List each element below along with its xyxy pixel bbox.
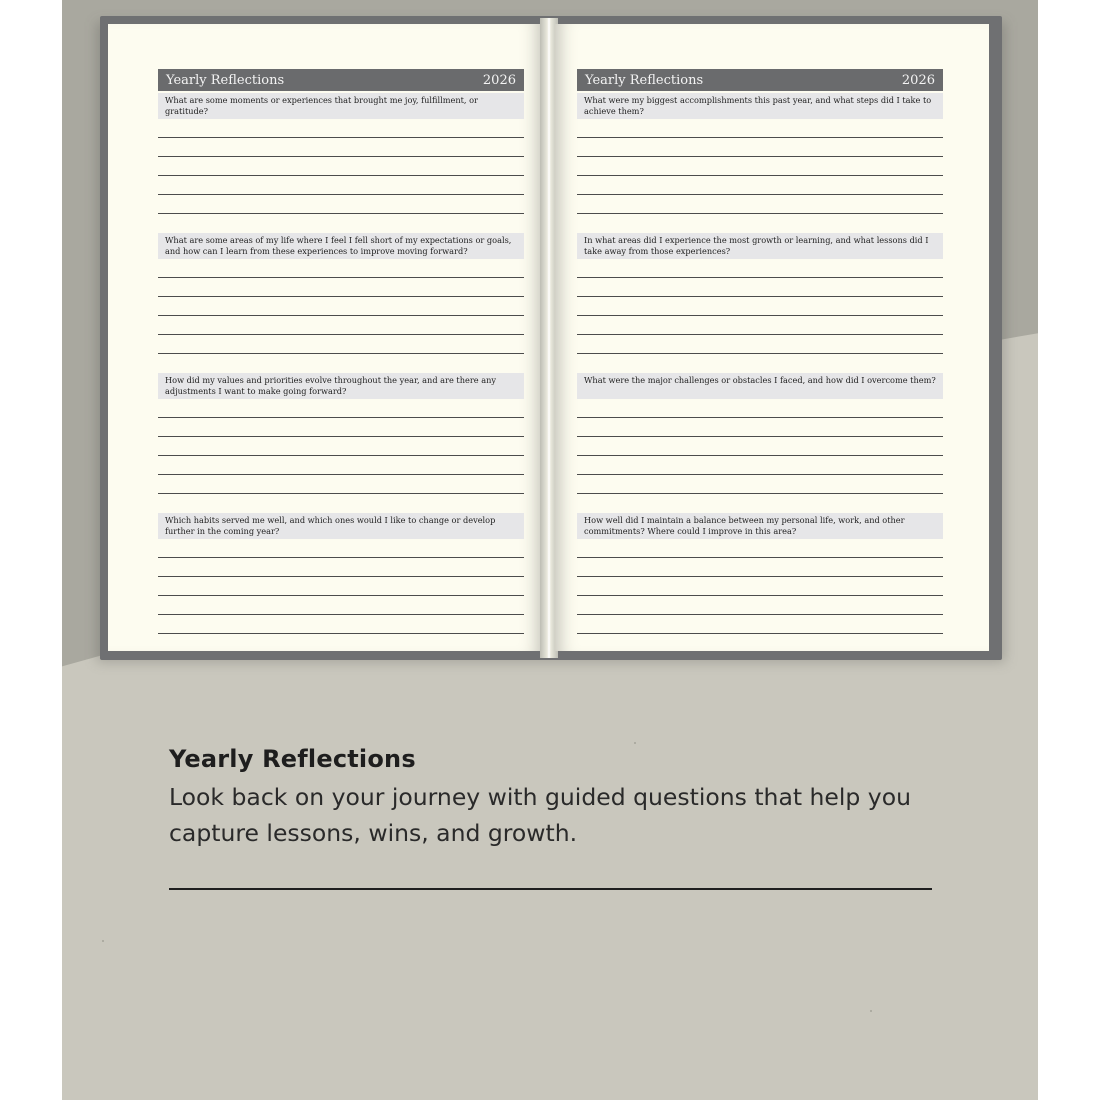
writing-line [577, 595, 943, 596]
paper-speck [870, 1010, 872, 1012]
question-block [158, 93, 524, 215]
question-block [158, 513, 524, 635]
writing-line [577, 213, 943, 214]
left-header-year: 2026 [482, 72, 516, 88]
writing-line [158, 213, 524, 214]
writing-line [158, 455, 524, 456]
writing-line [158, 417, 524, 418]
right-header-year: 2026 [901, 72, 935, 88]
question-block [158, 373, 524, 495]
question-prompt: How did my values and priorities evolve throughout the year, and are there any adjustments I want to make going forward? [158, 373, 524, 399]
writing-line [158, 334, 524, 335]
question-block [577, 233, 943, 355]
caption-divider [169, 888, 932, 890]
writing-line [158, 474, 524, 475]
writing-line [158, 436, 524, 437]
writing-line [577, 315, 943, 316]
writing-line [158, 315, 524, 316]
question-prompt: What are some areas of my life where I feel I fell short of my expectations or goals, and how can I learn from these experiences to improve moving forward? [158, 233, 524, 259]
question-block [158, 233, 524, 355]
writing-line [158, 576, 524, 577]
writing-line [577, 353, 943, 354]
left-page-content [158, 69, 524, 635]
writing-line [158, 175, 524, 176]
writing-line [577, 493, 943, 494]
paper-speck [102, 940, 104, 942]
product-caption [169, 745, 949, 851]
writing-lines[interactable] [158, 119, 524, 215]
writing-line [577, 137, 943, 138]
caption-text: Look back on your journey with guided questions that help you capture lessons, wins, and growth. [169, 783, 911, 847]
writing-line [577, 296, 943, 297]
question-prompt: What were my biggest accomplishments this past year, and what steps did I take to achieve them? [577, 93, 943, 119]
question-block [577, 513, 943, 635]
question-prompt: What were the major challenges or obstacles I faced, and how did I overcome them? [577, 373, 943, 399]
writing-line [577, 194, 943, 195]
writing-line [577, 156, 943, 157]
writing-line [158, 296, 524, 297]
writing-line [158, 137, 524, 138]
question-prompt: In what areas did I experience the most growth or learning, and what lessons did I take away from those experiences? [577, 233, 943, 259]
writing-line [158, 595, 524, 596]
writing-lines[interactable] [158, 539, 524, 635]
caption-title: Yearly Reflections [169, 745, 416, 773]
writing-line [577, 417, 943, 418]
writing-line [577, 474, 943, 475]
right-page [555, 24, 989, 651]
writing-lines[interactable] [158, 399, 524, 495]
left-page [108, 24, 542, 651]
writing-line [577, 557, 943, 558]
writing-line [577, 277, 943, 278]
paper-speck [634, 742, 636, 744]
writing-line [577, 175, 943, 176]
writing-lines[interactable] [577, 259, 943, 355]
left-header-title: Yearly Reflections [166, 72, 285, 88]
writing-line [577, 436, 943, 437]
right-header-bar [577, 69, 943, 91]
question-prompt: Which habits served me well, and which ones would I like to change or develop further in the coming year? [158, 513, 524, 539]
writing-line [158, 194, 524, 195]
writing-line [158, 633, 524, 634]
question-block [577, 93, 943, 215]
writing-lines[interactable] [577, 119, 943, 215]
writing-lines[interactable] [577, 399, 943, 495]
writing-line [158, 277, 524, 278]
writing-line [158, 156, 524, 157]
writing-line [577, 614, 943, 615]
writing-line [158, 614, 524, 615]
question-prompt: How well did I maintain a balance between my personal life, work, and other commitments? Where could I improve in this area? [577, 513, 943, 539]
writing-lines[interactable] [158, 259, 524, 355]
writing-line [577, 633, 943, 634]
right-header-title: Yearly Reflections [585, 72, 704, 88]
writing-line [577, 334, 943, 335]
writing-line [577, 455, 943, 456]
writing-lines[interactable] [577, 539, 943, 635]
question-block [577, 373, 943, 495]
writing-line [158, 493, 524, 494]
left-header-bar [158, 69, 524, 91]
question-prompt: What are some moments or experiences that brought me joy, fulfillment, or gratitude? [158, 93, 524, 119]
writing-line [158, 557, 524, 558]
writing-line [158, 353, 524, 354]
right-page-content [577, 69, 943, 635]
writing-line [577, 576, 943, 577]
